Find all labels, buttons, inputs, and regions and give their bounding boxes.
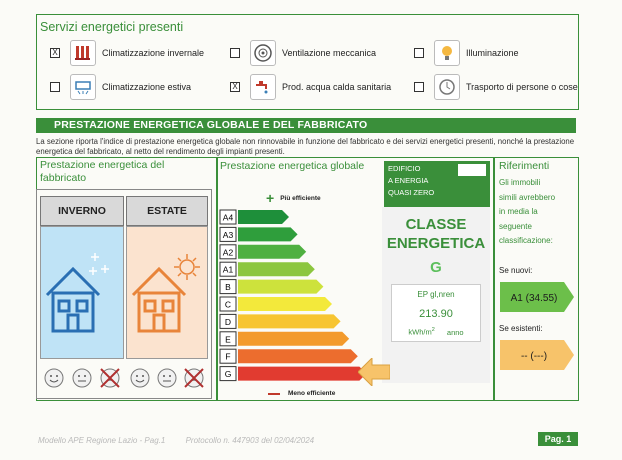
existing-buildings-value: -- (---): [520, 351, 548, 362]
class-bar: [238, 245, 306, 259]
class-bar: [238, 367, 366, 381]
sun-icon: [174, 254, 200, 280]
energy-class-title-line1: CLASSE: [405, 216, 467, 233]
class-row-a3: [220, 227, 298, 241]
class-row-f: [220, 349, 358, 363]
footer-text: [38, 436, 314, 445]
class-row-c: [220, 297, 332, 311]
ep-unit-exp: 2: [431, 327, 435, 333]
class-row-e: [220, 332, 349, 346]
class-bar: [238, 210, 289, 224]
new-buildings-badge: [500, 282, 574, 312]
class-bar: [238, 262, 315, 276]
neutral-face-icon: [71, 367, 93, 389]
service-lighting: [414, 40, 519, 66]
nzeb-line1: EDIFICIO: [388, 164, 421, 173]
service-checkbox-ventilation[interactable]: [230, 48, 240, 58]
class-bar: [238, 280, 323, 294]
class-label: A1: [222, 264, 234, 275]
summer-illustration: [126, 226, 208, 359]
service-label-summer: Climatizzazione estiva: [102, 82, 192, 92]
page-number: Pag. 1: [538, 432, 578, 446]
class-row-g: [220, 367, 366, 381]
summer-label: ESTATE: [147, 205, 187, 217]
nzeb-tag: [384, 161, 490, 207]
neutral-face-icon: [156, 367, 178, 389]
snowflake-icon: [89, 253, 109, 275]
house-icon: [133, 269, 185, 331]
class-label: A2: [222, 247, 234, 258]
references-title: Riferimenti: [499, 160, 550, 172]
class-label: G: [224, 369, 232, 380]
section-description: La sezione riporta l'indice di prestazione energetica globale non rinnovabile in funzione del fabbricato e dei servizi energetici presenti, nonché la prestazione energetica del fabbricato, al netto del rendimento degli impianti presenti.: [36, 137, 575, 156]
references-line5: classificazione:: [499, 236, 553, 245]
service-label-winter: Climatizzazione invernale: [102, 48, 205, 58]
service-checkbox-summer[interactable]: [50, 82, 60, 92]
service-hot-water: [230, 74, 391, 100]
class-bar: [238, 297, 332, 311]
ep-unit-suffix: anno: [446, 327, 464, 337]
service-summer-cooling: [50, 74, 191, 100]
column-divider: [493, 157, 495, 401]
references-line2: simili avrebbero: [499, 192, 556, 202]
building-title-line2: fabbricato: [40, 172, 87, 184]
references-line4: seguente: [499, 221, 532, 231]
class-row-d: [220, 314, 341, 328]
references-line1: Gli immobili: [499, 178, 541, 187]
class-row-a4: [220, 210, 289, 224]
service-checkbox-lighting[interactable]: [414, 48, 424, 58]
winter-rating: [40, 359, 124, 396]
service-label-lighting: Illuminazione: [466, 48, 519, 58]
class-label: A4: [222, 212, 234, 223]
existing-buildings-label: Se esistenti:: [499, 324, 543, 333]
class-row-a1: [220, 262, 315, 276]
ep-unit-base: kWh/m: [408, 327, 432, 337]
more-efficient-label: Più efficiente: [280, 194, 321, 202]
ep-value: 213.90: [419, 308, 453, 320]
service-ventilation: [230, 40, 376, 66]
class-bar: [238, 332, 349, 346]
class-bar: [238, 314, 341, 328]
less-efficient-label: Meno efficiente: [288, 390, 336, 397]
references-text: [499, 176, 555, 249]
service-label-hot-water: Prod. acqua calda sanitaria: [282, 82, 392, 92]
service-checkbox-transport[interactable]: [414, 82, 424, 92]
service-winter-heating: [50, 40, 204, 66]
nzeb-checkbox[interactable]: [458, 164, 486, 176]
winter-label: INVERNO: [58, 205, 106, 217]
summer-rating: [126, 359, 208, 396]
services-title: Servizi energetici presenti: [40, 20, 184, 34]
service-transport: [414, 74, 578, 100]
building-title: [40, 159, 164, 185]
existing-buildings-badge: [500, 340, 574, 370]
less-efficient-marker: [268, 390, 335, 397]
energy-class-box: [382, 207, 490, 383]
ep-unit: [392, 327, 480, 337]
service-checkbox-winter[interactable]: X: [50, 48, 60, 58]
fan-icon: [250, 40, 276, 66]
energy-class-scale: [218, 208, 378, 388]
building-title-line1: Prestazione energetica del: [40, 159, 165, 171]
smile-icon: [129, 367, 151, 389]
service-label-transport: Trasporto di persone o cose: [466, 82, 578, 92]
winter-illustration: [40, 226, 124, 359]
sad-face-crossed-icon: [99, 367, 121, 389]
ep-card: [391, 284, 481, 342]
service-label-ventilation: Ventilazione meccanica: [282, 48, 377, 58]
winter-header: [40, 196, 124, 226]
footer-protocol: Protocollo n. 447903 del 02/04/2024: [185, 436, 315, 445]
minus-icon: [268, 393, 280, 395]
class-label: C: [224, 299, 232, 310]
references-line3: in media la: [499, 207, 538, 216]
ep-label: EP gl,nren: [417, 290, 455, 299]
energy-class-value: G: [430, 259, 442, 276]
house-icon: [47, 269, 99, 331]
class-label: D: [224, 316, 232, 327]
section-banner: PRESTAZIONE ENERGETICA GLOBALE E DEL FABBRICATO: [36, 118, 576, 133]
class-label: E: [225, 334, 231, 345]
class-label: A3: [222, 229, 234, 240]
class-bar: [238, 349, 358, 363]
energy-class-title-line2: ENERGETICA: [386, 235, 486, 252]
footer-model: Modello APE Regione Lazio - Pag.1: [38, 436, 166, 445]
lightbulb-icon: [434, 40, 460, 66]
air-conditioner-icon: [70, 74, 96, 100]
class-label: B: [225, 282, 231, 293]
smile-icon: [43, 367, 65, 389]
class-label: F: [225, 351, 231, 362]
new-buildings-value: A1 (34.55): [510, 293, 558, 304]
elevator-icon: [434, 74, 460, 100]
class-row-a2: [220, 245, 306, 259]
nzeb-line2: A ENERGIA: [388, 176, 429, 185]
summer-header: [126, 196, 208, 226]
global-title: Prestazione energetica globale: [220, 160, 365, 172]
nzeb-line3: QUASI ZERO: [388, 188, 435, 197]
plus-icon: +: [266, 190, 275, 206]
energy-class-title: [382, 215, 490, 253]
more-efficient-marker: [266, 190, 321, 206]
service-checkbox-hot-water[interactable]: X: [230, 82, 240, 92]
sad-face-crossed-icon: [183, 367, 205, 389]
new-buildings-label: Se nuovi:: [499, 266, 533, 275]
radiator-icon: [70, 40, 96, 66]
faucet-icon: [250, 74, 276, 100]
current-class-arrow: [358, 358, 390, 386]
class-bar: [238, 227, 298, 241]
class-row-b: [220, 280, 323, 294]
